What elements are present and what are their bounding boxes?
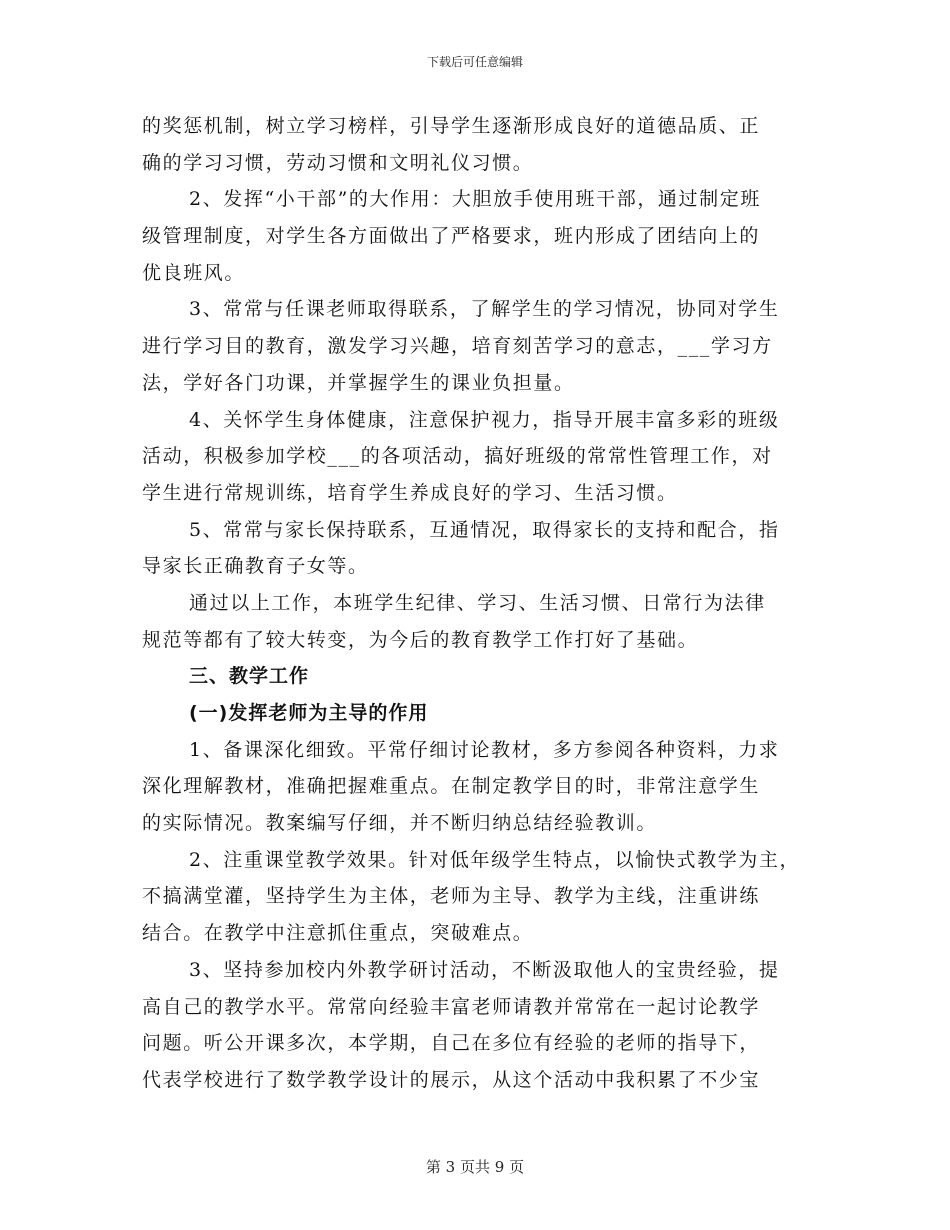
text-line: 的奖惩机制，树立学习榜样，引导学生逐渐形成良好的道德品质、正: [142, 115, 761, 137]
text-line: 级管理制度，对学生各方面做出了严格要求，班内形成了团结向上的: [142, 225, 761, 248]
text-line: 规范等都有了较大转变，为今后的教育教学工作打好了基础。: [142, 628, 699, 651]
text-line: 问题。听公开课多次，本学期，自己在多位有经验的老师的指导下，: [142, 1032, 761, 1055]
text-line: 不搞满堂灌，坚持学生为主体，老师为主导、教学为主线，注重讲练: [142, 885, 761, 908]
text-line: 的实际情况。教案编写仔细，并不断归纳总结经验教训。: [142, 812, 658, 835]
text-line: 代表学校进行了数学教学设计的展示，从这个活动中我积累了不少宝: [142, 1068, 761, 1091]
text-line: 3、常常与任课老师取得联系，了解学生的学习情况，协同对学生: [189, 298, 780, 321]
text-line: 活动，积极参加学校___的各项活动，搞好班级的常常性管理工作，对: [142, 445, 773, 468]
text-line: 进行学习目的教育，激发学习兴趣，培育刻苦学习的意志，___学习方: [142, 335, 773, 358]
text-line: 高自己的教学水平。常常向经验丰富老师请教并常常在一起讨论教学: [142, 995, 761, 1018]
page-header: 下载后可任意编辑: [426, 55, 523, 69]
text-line: 导家长正确教育子女等。: [142, 555, 369, 578]
text-line: 4、关怀学生身体健康，注意保护视力，指导开展丰富多彩的班级: [189, 408, 780, 431]
text-line: 1、备课深化细致。平常仔细讨论教材，多方参阅各种资料，力求: [189, 738, 780, 761]
text-line: 法，学好各门功课，并掌握学生的课业负担量。: [142, 371, 575, 394]
text-line: 3、坚持参加校内外教学研讨活动，不断汲取他人的宝贵经验，提: [189, 958, 780, 981]
text-line: 确的学习习惯，劳动习惯和文明礼仪习惯。: [142, 151, 534, 174]
text-line: 5、常常与家长保持联系，互通情况，取得家长的支持和配合，指: [189, 518, 780, 541]
section-heading: 三、教学工作: [189, 665, 310, 688]
text-line: 深化理解教材，准确把握难重点。在制定教学目的时，非常注意学生: [142, 775, 761, 798]
text-line: 2、发挥“小干部”的大作用：大胆放手使用班干部，通过制定班: [189, 188, 761, 211]
document-body: [142, 108, 822, 1099]
section-heading: (一)发挥老师为主导的作用: [189, 702, 429, 724]
page-footer: 第 3 页共 9 页: [425, 1158, 525, 1176]
text-line: 2、注重课堂教学效果。针对低年级学生特点，以愉快式教学为主，: [189, 848, 801, 871]
text-line: 学生进行常规训练，培育学生养成良好的学习、生活习惯。: [142, 481, 678, 504]
text-line: 结合。在教学中注意抓住重点，突破难点。: [142, 922, 534, 945]
text-line: 优良班风。: [142, 261, 246, 284]
text-line: 通过以上工作，本班学生纪律、学习、生活习惯、日常行为法律: [189, 591, 766, 614]
